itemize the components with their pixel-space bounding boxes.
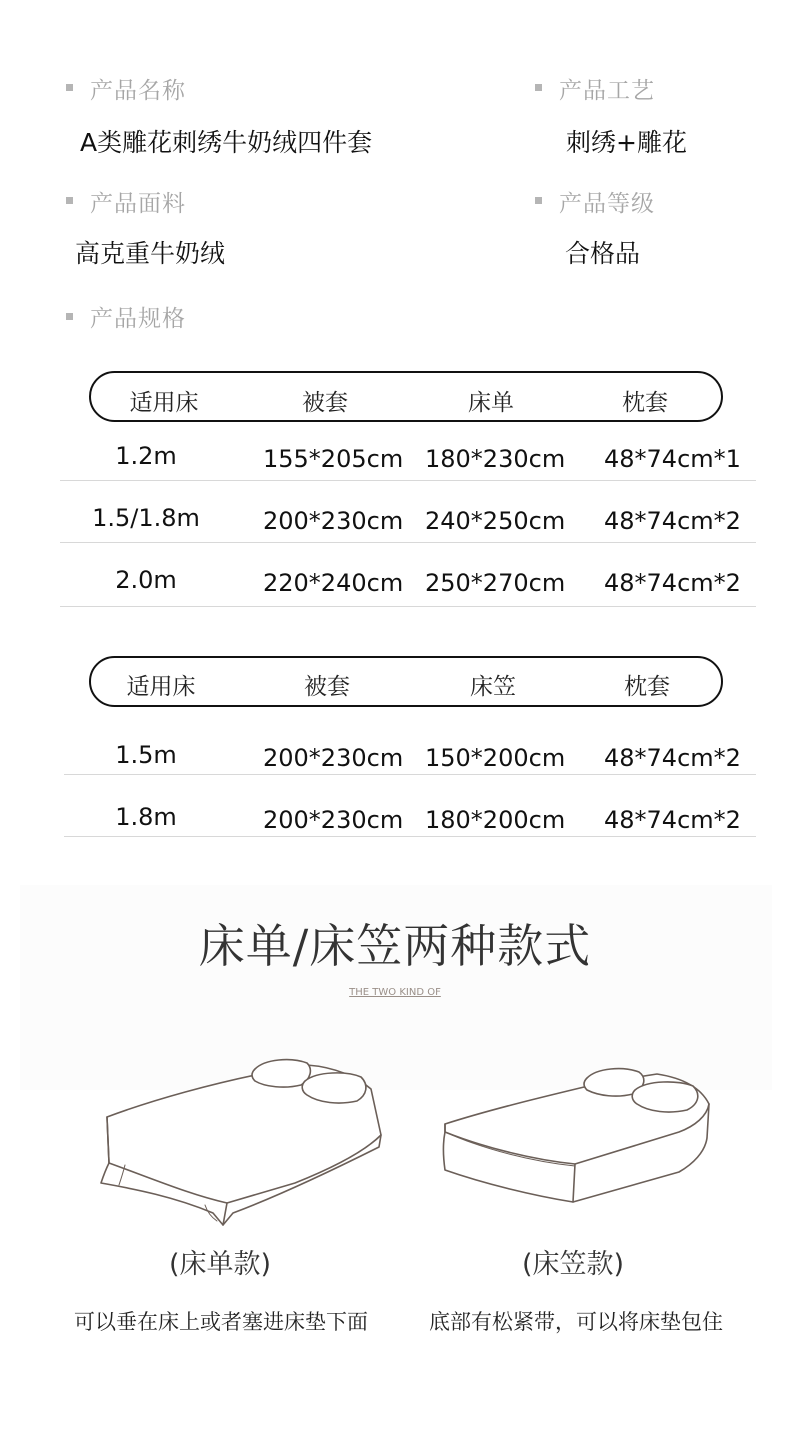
- bullet-icon: [535, 197, 542, 204]
- table-cell: 200*230cm: [263, 507, 404, 535]
- row-divider: [60, 606, 756, 607]
- product-spec-label: 产品规格: [90, 306, 186, 332]
- row-divider: [64, 774, 756, 775]
- product-fabric-label: 产品面料: [90, 191, 186, 217]
- table-cell: 1.5/1.8m: [92, 504, 200, 532]
- styles-subtitle: THE TWO KIND OF: [349, 987, 441, 998]
- table-cell: 150*200cm: [425, 744, 566, 772]
- table-cell: 48*74cm*2: [604, 744, 741, 772]
- product-name-value: A类雕花刺绣牛奶绒四件套: [80, 128, 373, 157]
- table-cell: 220*240cm: [263, 569, 404, 597]
- product-craft-label: 产品工艺: [559, 78, 655, 104]
- table-cell: 1.8m: [115, 803, 177, 831]
- row-divider: [64, 836, 756, 837]
- table-cell: 48*74cm*1: [604, 445, 741, 473]
- product-name-label: 产品名称: [90, 78, 186, 104]
- table-header-cell: 被套: [304, 674, 350, 700]
- product-craft-value: 刺绣+雕花: [566, 128, 687, 157]
- table-header-cell: 适用床: [129, 390, 199, 416]
- table-cell: 2.0m: [115, 566, 177, 594]
- table-cell: 155*205cm: [263, 445, 404, 473]
- table-cell: 1.2m: [115, 442, 177, 470]
- bullet-icon: [66, 84, 73, 91]
- flat-sheet-bed-illustration: [95, 1055, 395, 1230]
- flat-sheet-description: 可以垂在床上或者塞进床垫下面: [74, 1310, 368, 1334]
- table-cell: 180*200cm: [425, 806, 566, 834]
- fitted-sheet-caption: (床笠款): [521, 1249, 625, 1280]
- row-divider: [60, 542, 756, 543]
- flat-sheet-caption: (床单款): [168, 1249, 272, 1280]
- fitted-sheet-bed-illustration: [435, 1060, 715, 1210]
- table-header-cell: 枕套: [624, 674, 670, 700]
- bullet-icon: [66, 197, 73, 204]
- table-header-cell: 被套: [302, 390, 348, 416]
- table-cell: 250*270cm: [425, 569, 566, 597]
- table-header-cell: 适用床: [126, 674, 196, 700]
- styles-title: 床单/床笠两种款式: [198, 919, 592, 973]
- table-cell: 200*230cm: [263, 806, 404, 834]
- table-cell: 180*230cm: [425, 445, 566, 473]
- table-cell: 48*74cm*2: [604, 507, 741, 535]
- product-grade-value: 合格品: [565, 239, 641, 268]
- table-cell: 200*230cm: [263, 744, 404, 772]
- table-header-cell: 床单: [468, 390, 514, 416]
- bullet-icon: [66, 313, 73, 320]
- table-header-cell: 枕套: [622, 390, 668, 416]
- row-divider: [60, 480, 756, 481]
- table-cell: 1.5m: [115, 741, 177, 769]
- table-cell: 48*74cm*2: [604, 569, 741, 597]
- fitted-sheet-description: 底部有松紧带，可以将床垫包住: [429, 1310, 723, 1334]
- table-cell: 48*74cm*2: [604, 806, 741, 834]
- table-cell: 240*250cm: [425, 507, 566, 535]
- product-grade-label: 产品等级: [559, 191, 655, 217]
- bullet-icon: [535, 84, 542, 91]
- product-fabric-value: 高克重牛奶绒: [75, 239, 226, 268]
- table-header-cell: 床笠: [470, 674, 516, 700]
